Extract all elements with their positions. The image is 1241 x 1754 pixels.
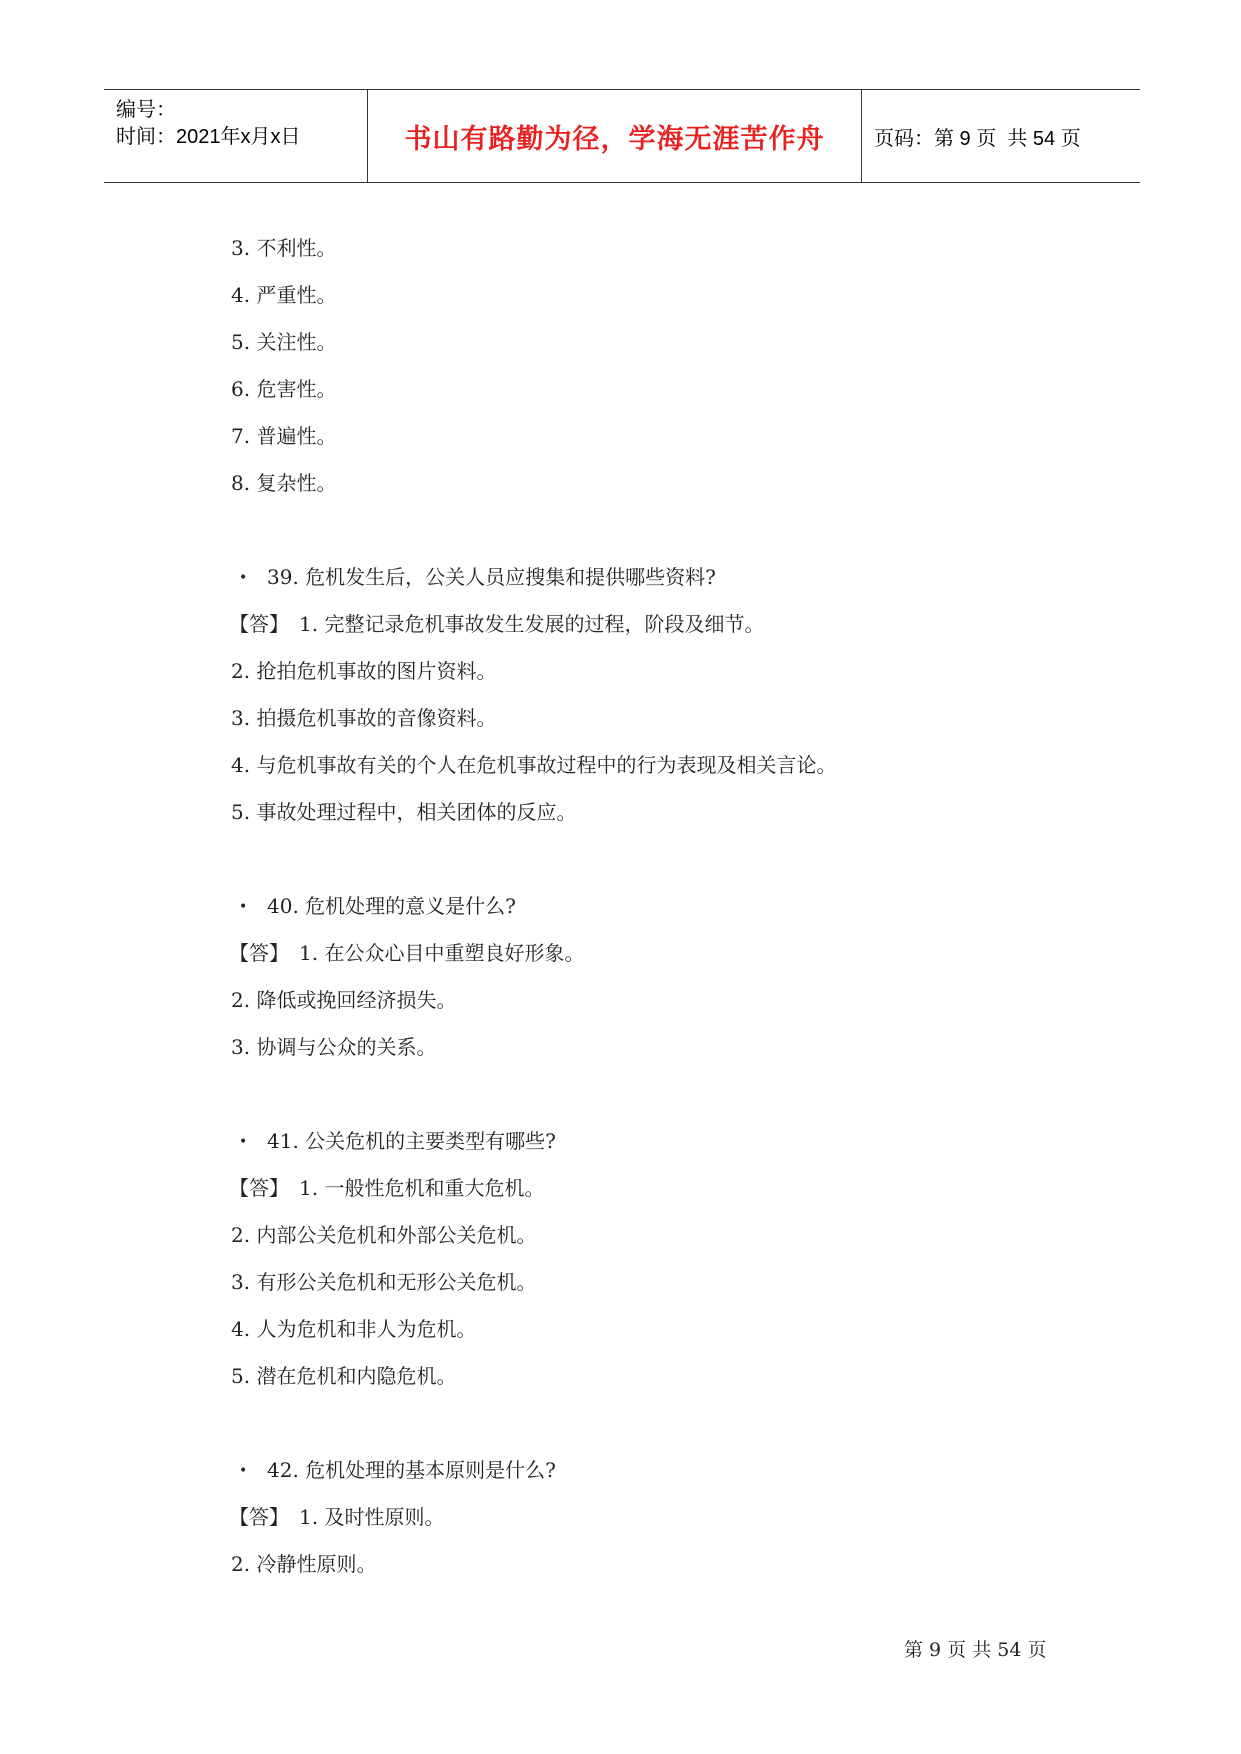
list-item: 3. 协调与公众的关系。 (231, 1035, 437, 1059)
list-item: 2. 抢拍危机事故的图片资料。 (231, 659, 497, 683)
bullet-icon: • (239, 1463, 248, 1479)
question-text: 40. 危机处理的意义是什么? (267, 894, 516, 918)
list-item: 2. 内部公关危机和外部公关危机。 (231, 1223, 537, 1247)
answer-text: 1. 及时性原则。 (299, 1505, 445, 1529)
question-text: 42. 危机处理的基本原则是什么? (267, 1458, 556, 1482)
question-40 (231, 883, 1091, 930)
list-item: 5. 事故处理过程中，相关团体的反应。 (231, 800, 577, 824)
page-code-text: 页码：第 9 页 共 54 页 (874, 127, 1081, 150)
bullet-icon: • (239, 1134, 248, 1150)
list-item: 5. 关注性。 (231, 330, 337, 354)
spacer (231, 836, 1091, 883)
list-item: 7. 普遍性。 (231, 424, 337, 448)
bullet-icon: • (239, 899, 248, 915)
list-item: 3. 拍摄危机事故的音像资料。 (231, 706, 497, 730)
question-text: 39. 危机发生后，公关人员应搜集和提供哪些资料? (267, 565, 716, 589)
page-footer: 第 9 页 共 54 页 (904, 1639, 1047, 1661)
header-motto: 书山有路勤为径，学海无涯苦作舟 (368, 90, 862, 182)
answer-first-line (231, 1165, 1091, 1212)
number-label: 编号： (116, 99, 176, 121)
list-item: 4. 与危机事故有关的个人在危机事故过程中的行为表现及相关言论。 (231, 753, 837, 777)
question-39 (231, 554, 1091, 601)
answer-text: 1. 完整记录危机事故发生发展的过程，阶段及细节。 (299, 612, 765, 636)
list-item: 4. 人为危机和非人为危机。 (231, 1317, 477, 1341)
document-body (231, 225, 1091, 1588)
spacer (231, 1071, 1091, 1118)
list-item: 4. 严重性。 (231, 283, 337, 307)
bullet-icon: • (239, 570, 248, 586)
list-item: 2. 降低或挽回经济损失。 (231, 988, 457, 1012)
spacer (231, 507, 1091, 554)
answer-tag: 【答】 (229, 1176, 289, 1200)
time-label: 时间：2021年x月x日 (116, 126, 301, 148)
list-item: 6. 危害性。 (231, 377, 337, 401)
header-meta (104, 90, 368, 182)
answer-tag: 【答】 (229, 1505, 289, 1529)
answer-text: 1. 一般性危机和重大危机。 (299, 1176, 545, 1200)
answer-tag: 【答】 (229, 941, 289, 965)
list-item: 3. 不利性。 (231, 236, 337, 260)
list-item: 8. 复杂性。 (231, 471, 337, 495)
spacer (231, 1400, 1091, 1447)
list-item: 5. 潜在危机和内隐危机。 (231, 1364, 457, 1388)
header-page-code (862, 90, 1140, 182)
answer-text: 1. 在公众心目中重塑良好形象。 (299, 941, 585, 965)
list-item: 2. 冷静性原则。 (231, 1552, 377, 1576)
question-text: 41. 公关危机的主要类型有哪些? (267, 1129, 556, 1153)
question-42 (231, 1447, 1091, 1494)
answer-first-line (231, 1494, 1091, 1541)
document-header (104, 89, 1140, 183)
list-item: 3. 有形公关危机和无形公关危机。 (231, 1270, 537, 1294)
answer-first-line (231, 930, 1091, 977)
question-41 (231, 1118, 1091, 1165)
answer-first-line (231, 601, 1091, 648)
answer-tag: 【答】 (229, 612, 289, 636)
